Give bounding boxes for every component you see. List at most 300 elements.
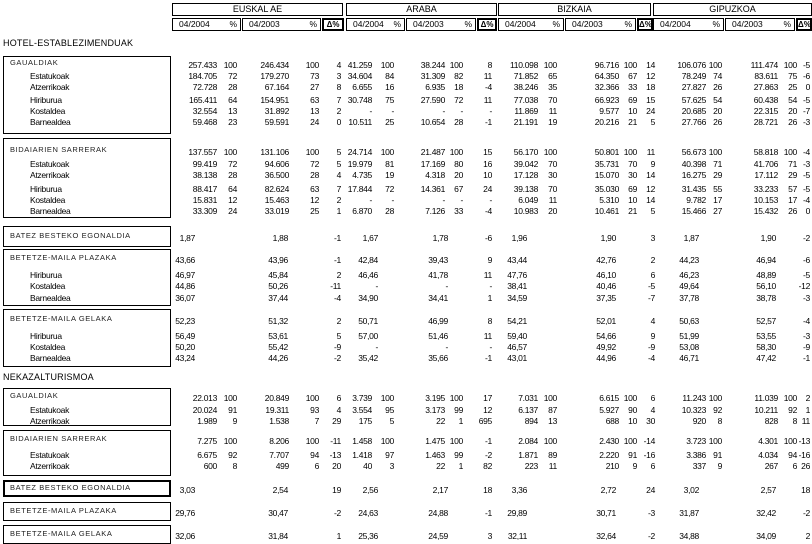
cell-value-2003: - [445, 342, 448, 352]
cell-value-2003: 40,46 [596, 281, 616, 291]
cell-value-2004: 42,84 [358, 255, 378, 265]
cell-value-2003: 1.475 [425, 436, 445, 446]
cell-value-2004: 6.675 [197, 450, 217, 460]
group-heading: BIDAIARIEN SARRERAK [10, 145, 108, 154]
cell-delta-percent: -5 [803, 170, 810, 180]
cell-percent-2003: 17 [788, 195, 797, 205]
cell-percent-2004: 70 [548, 184, 557, 194]
cell-value-2004: 29,76 [175, 508, 195, 518]
cell-percent-2003: 29 [788, 170, 797, 180]
cell-delta-percent: -1 [334, 233, 341, 243]
cell-percent-2004: 17 [713, 195, 722, 205]
region-header-gipuzkoa: GIPUZKOA [653, 3, 812, 16]
percent-label: % [309, 19, 317, 29]
cell-value-2003: 15.070 [594, 170, 619, 180]
cell-delta-percent: -5 [803, 270, 810, 280]
period-label: 04/2004 [179, 19, 210, 29]
cell-value-2004: 1.458 [352, 436, 372, 446]
cell-value-2004: 50,71 [358, 316, 378, 326]
period-header [172, 18, 241, 31]
cell-percent-2004: 72 [228, 159, 237, 169]
cell-delta-percent: -11 [330, 436, 341, 446]
table-row [0, 461, 812, 473]
period-label: 04/2003 [732, 19, 763, 29]
table-group-row [0, 145, 812, 157]
cell-delta-percent: 4 [336, 170, 341, 180]
cell-value-2003: 267 [764, 461, 778, 471]
cell-percent-2004: 74 [713, 71, 722, 81]
cell-value-2003: 51,32 [268, 316, 288, 326]
cell-value-2003: 50.801 [594, 147, 619, 157]
cell-value-2004: 54,21 [507, 316, 527, 326]
cell-value-2004: 43,44 [507, 255, 527, 265]
cell-value-2004: 50,20 [175, 342, 195, 352]
cell-value-2004: 39.042 [513, 159, 538, 169]
cell-delta-percent: 1 [487, 293, 492, 303]
cell-value-2003: 1,90 [600, 233, 616, 243]
cell-value-2004: 184.705 [188, 71, 217, 81]
cell-percent-2003: 93 [310, 405, 319, 415]
cell-delta-percent: 16 [483, 159, 492, 169]
cell-delta-percent: -2 [803, 508, 810, 518]
cell-value-2004: 56,49 [175, 331, 195, 341]
cell-delta-percent: 18 [801, 485, 810, 495]
cell-delta-percent: 82 [483, 461, 492, 471]
cell-value-2003: 17.169 [420, 159, 445, 169]
cell-value-2004: 3.386 [686, 450, 706, 460]
cell-percent-2003: 8 [792, 416, 797, 426]
cell-delta-percent: -14 [643, 436, 655, 446]
cell-value-2003: 53,55 [756, 331, 776, 341]
cell-value-2004: 88.417 [192, 184, 217, 194]
cell-value-2004: 600 [203, 461, 217, 471]
cell-delta-percent: -2 [485, 450, 492, 460]
cell-value-2004: 47,76 [507, 270, 527, 280]
cell-value-2004: 3.739 [352, 393, 372, 403]
cell-percent-2004: 19 [385, 170, 394, 180]
cell-value-2004: 31,87 [679, 508, 699, 518]
cell-value-2004: 46,71 [679, 353, 699, 363]
cell-value-2004: - [369, 106, 372, 116]
cell-value-2004: 57.625 [681, 95, 706, 105]
cell-value-2003: 47,42 [756, 353, 776, 363]
cell-delta-percent: 10 [483, 170, 492, 180]
cell-percent-2003: 100 [305, 436, 319, 446]
cell-value-2004: 37,78 [679, 293, 699, 303]
cell-delta-percent: 2 [805, 393, 810, 403]
cell-percent-2003: 12 [310, 195, 319, 205]
cell-delta-percent: 0 [336, 117, 341, 127]
cell-percent-2003: 100 [783, 436, 797, 446]
cell-delta-percent: 9 [650, 159, 655, 169]
delta-percent-header: Δ% [798, 20, 811, 29]
cell-delta-percent: -4 [334, 293, 341, 303]
cell-value-2004: 17.844 [347, 184, 372, 194]
cell-delta-percent: -13 [798, 436, 810, 446]
cell-delta-percent: 11 [646, 147, 655, 157]
section-title: HOTEL-ESTABLEZIMENDUAK [3, 38, 134, 48]
cell-value-2004: 39.138 [513, 184, 538, 194]
table-row [0, 82, 812, 94]
cell-value-2004: 43,66 [175, 255, 195, 265]
cell-percent-2003: 72 [454, 95, 463, 105]
cell-percent-2003: 100 [623, 436, 637, 446]
cell-value-2004: 1,87 [179, 233, 195, 243]
cell-percent-2003: 100 [783, 147, 797, 157]
cell-delta-percent: 12 [483, 405, 492, 415]
cell-delta-percent: 18 [483, 485, 492, 495]
cell-value-2004: 17.128 [513, 170, 538, 180]
cell-percent-2004: 26 [713, 117, 722, 127]
cell-value-2004: 7.275 [197, 436, 217, 446]
cell-delta-percent: -2 [648, 531, 655, 541]
cell-value-2004: 24,63 [358, 508, 378, 518]
period-header [725, 18, 795, 31]
cell-delta-percent: 3 [336, 71, 341, 81]
cell-percent-2003: 21 [628, 117, 637, 127]
cell-percent-2004: 8 [717, 416, 722, 426]
period-label: 04/2003 [249, 19, 280, 29]
row-label: Kostaldea [30, 195, 66, 205]
cell-value-2004: 22.013 [192, 393, 217, 403]
cell-value-2003: 27.590 [420, 95, 445, 105]
cell-percent-2003: 28 [310, 170, 319, 180]
table-group-row [0, 253, 812, 265]
cell-percent-2004: 54 [713, 95, 722, 105]
cell-delta-percent: -5 [803, 184, 810, 194]
cell-value-2004: 49,64 [679, 281, 699, 291]
cell-percent-2004: 12 [228, 195, 237, 205]
cell-percent-2004: 100 [380, 147, 394, 157]
cell-value-2004: 223 [524, 461, 538, 471]
cell-percent-2003: 82 [454, 71, 463, 81]
cell-value-2003: 35,66 [428, 353, 448, 363]
cell-delta-percent: 6 [650, 461, 655, 471]
cell-delta-percent: -7 [803, 106, 810, 116]
cell-value-2003: 50,26 [268, 281, 288, 291]
cell-percent-2003: 54 [788, 95, 797, 105]
cell-percent-2004: 65 [548, 71, 557, 81]
cell-value-2004: 7.031 [518, 393, 538, 403]
cell-value-2003: 94.606 [264, 159, 289, 169]
region-header-bizkaia: BIZKAIA [498, 3, 651, 16]
cell-value-2003: 49,92 [596, 342, 616, 352]
period-label: 04/2004 [660, 19, 691, 29]
cell-percent-2003: 6 [792, 461, 797, 471]
cell-value-2003: 34,41 [428, 293, 448, 303]
cell-value-2004: - [375, 281, 378, 291]
cell-percent-2003: 99 [454, 405, 463, 415]
group-heading: BIDAIARIEN SARRERAK [10, 434, 108, 443]
cell-value-2003: 38.244 [420, 60, 445, 70]
cell-delta-percent: 29 [332, 416, 341, 426]
row-label: Estatukoak [30, 71, 70, 81]
table-group-row [0, 506, 812, 518]
cell-percent-2004: - [391, 106, 394, 116]
cell-value-2004: 40 [363, 461, 372, 471]
cell-value-2003: 8.206 [269, 436, 289, 446]
row-label: Hiriburua [30, 184, 62, 194]
cell-value-2003: 179.270 [260, 71, 289, 81]
cell-percent-2003: 100 [783, 60, 797, 70]
cell-value-2003: 31.309 [420, 71, 445, 81]
cell-percent-2004: 92 [228, 450, 237, 460]
cell-percent-2003: 100 [623, 60, 637, 70]
cell-value-2003: 32.366 [594, 82, 619, 92]
cell-value-2004: 11.243 [682, 393, 706, 403]
cell-value-2004: 57,00 [358, 331, 378, 341]
cell-value-2004: 44,86 [175, 281, 195, 291]
cell-value-2003: 4.301 [758, 436, 778, 446]
cell-percent-2003: 10 [628, 106, 637, 116]
cell-percent-2003: 21 [628, 206, 637, 216]
cell-value-2003: 33.233 [753, 184, 778, 194]
cell-percent-2003: 9 [632, 461, 637, 471]
cell-value-2003: 499 [275, 461, 289, 471]
cell-delta-percent: -1 [485, 508, 492, 518]
cell-delta-percent: -2 [334, 353, 341, 363]
row-label: Barnealdea [30, 353, 71, 363]
cell-value-2004: 33.309 [192, 206, 217, 216]
cell-delta-percent: 11 [483, 71, 492, 81]
cell-percent-2003: - [460, 195, 463, 205]
cell-value-2003: 6.615 [599, 393, 619, 403]
cell-percent-2003: 100 [623, 147, 637, 157]
cell-delta-percent: -3 [803, 331, 810, 341]
cell-value-2003: 52,57 [756, 316, 776, 326]
row-label: Hiriburua [30, 270, 62, 280]
cell-value-2004: 20.024 [192, 405, 217, 415]
cell-value-2003: 5.927 [599, 405, 619, 415]
cell-value-2003: 37,44 [268, 293, 288, 303]
cell-value-2004: 6.049 [518, 195, 538, 205]
cell-value-2003: 96.716 [594, 60, 619, 70]
cell-percent-2004: 24 [228, 206, 237, 216]
cell-value-2004: 59.468 [192, 117, 217, 127]
cell-percent-2003: 33 [454, 206, 463, 216]
cell-delta-percent: 8 [487, 60, 492, 70]
cell-percent-2004: 20 [713, 106, 722, 116]
cell-value-2003: 1.463 [425, 450, 445, 460]
cell-value-2004: 43,01 [507, 353, 527, 363]
row-label: Atzerrikoak [30, 170, 70, 180]
row-label: Kostaldea [30, 106, 66, 116]
cell-value-2003: 9.577 [599, 106, 619, 116]
group-heading: GAUALDIAK [10, 391, 59, 400]
row-label: Barnealdea [30, 293, 71, 303]
table-group-row [0, 58, 812, 70]
cell-value-2004: 30.748 [347, 95, 372, 105]
cell-percent-2003: 67 [628, 71, 637, 81]
cell-delta-percent: 12 [646, 184, 655, 194]
cell-percent-2003: 13 [310, 106, 319, 116]
cell-percent-2004: 19 [548, 117, 557, 127]
cell-value-2004: 43,24 [175, 353, 195, 363]
cell-percent-2003: 27 [310, 82, 319, 92]
region-header-araba: ARABA [346, 3, 497, 16]
cell-percent-2004: 100 [708, 393, 722, 403]
row-label: Hiriburua [30, 95, 62, 105]
cell-value-2003: 66.923 [594, 95, 619, 105]
cell-value-2003: 67.164 [264, 82, 289, 92]
cell-percent-2004: 25 [385, 117, 394, 127]
cell-percent-2003: 24 [310, 117, 319, 127]
cell-value-2004: 15.466 [681, 206, 706, 216]
cell-value-2003: 60.438 [753, 95, 778, 105]
cell-percent-2004: 100 [380, 60, 394, 70]
cell-delta-percent: -3 [803, 117, 810, 127]
cell-percent-2003: 92 [788, 405, 797, 415]
cell-percent-2003: - [460, 106, 463, 116]
cell-delta-percent: 0 [805, 206, 810, 216]
cell-value-2003: 24,59 [428, 531, 448, 541]
cell-percent-2004: 100 [380, 393, 394, 403]
period-label: 04/2004 [505, 19, 536, 29]
cell-delta-percent: 2 [805, 531, 810, 541]
period-header [565, 18, 636, 31]
cell-percent-2004: 100 [708, 147, 722, 157]
cell-delta-percent: 11 [801, 416, 810, 426]
cell-delta-percent: - [489, 195, 492, 205]
cell-value-2003: 32,64 [596, 531, 616, 541]
cell-value-2004: 19.979 [347, 159, 372, 169]
cell-value-2003: 56,10 [756, 281, 776, 291]
cell-delta-percent: 695 [478, 416, 492, 426]
cell-percent-2003: 20 [788, 106, 797, 116]
cell-delta-percent: - [489, 281, 492, 291]
cell-percent-2004: 26 [713, 82, 722, 92]
cell-value-2004: 31.435 [681, 184, 706, 194]
table-group-row [0, 314, 812, 326]
cell-percent-2004: 13 [548, 416, 557, 426]
cell-value-2003: - [442, 106, 445, 116]
cell-value-2004: 29,89 [507, 508, 527, 518]
cell-value-2003: 11.039 [754, 393, 778, 403]
cell-value-2004: 3.723 [686, 436, 706, 446]
cell-percent-2003: 63 [310, 95, 319, 105]
cell-percent-2004: 84 [385, 71, 394, 81]
group-heading: BATEZ BESTEKO EGONALDIA [10, 483, 131, 492]
table-group-row [0, 391, 812, 403]
cell-value-2003: 1,78 [432, 233, 448, 243]
cell-percent-2003: 10 [628, 195, 637, 205]
cell-delta-percent: 14 [646, 170, 655, 180]
cell-value-2003: 246.434 [260, 60, 289, 70]
cell-value-2004: 24.714 [347, 147, 372, 157]
cell-percent-2003: 73 [310, 71, 319, 81]
cell-delta-percent: 19 [332, 485, 341, 495]
row-label: Hiriburua [30, 331, 62, 341]
cell-percent-2003: 26 [788, 206, 797, 216]
cell-value-2003: 55,42 [268, 342, 288, 352]
cell-delta-percent: -11 [330, 281, 341, 291]
cell-value-2004: 44,23 [679, 255, 699, 265]
cell-value-2003: 41,78 [428, 270, 448, 280]
cell-delta-percent: 1 [805, 405, 810, 415]
cell-value-2003: 688 [605, 416, 619, 426]
cell-value-2003: 52,01 [596, 316, 616, 326]
cell-value-2003: 154.951 [260, 95, 289, 105]
cell-percent-2003: 25 [788, 82, 797, 92]
cell-value-2003: 31,84 [268, 531, 288, 541]
group-heading: BETETZE-MAILA GELAKA [10, 314, 113, 323]
cell-delta-percent: -4 [803, 316, 810, 326]
cell-value-2003: 45,84 [268, 270, 288, 280]
cell-percent-2004: 100 [223, 147, 237, 157]
group-heading: GAUALDIAK [10, 58, 59, 67]
cell-value-2003: 33.019 [264, 206, 289, 216]
cell-percent-2003: 6 [314, 461, 319, 471]
cell-delta-percent: -12 [798, 281, 810, 291]
cell-value-2004: 1,67 [362, 233, 378, 243]
cell-value-2004: 3,36 [511, 485, 527, 495]
cell-value-2004: - [375, 342, 378, 352]
cell-value-2003: 30,71 [596, 508, 616, 518]
cell-delta-percent: 11 [483, 331, 492, 341]
cell-percent-2004: 92 [713, 405, 722, 415]
cell-delta-percent: 6 [650, 393, 655, 403]
cell-delta-percent: 5 [650, 206, 655, 216]
row-label: Atzerrikoak [30, 82, 70, 92]
cell-percent-2003: 91 [628, 450, 637, 460]
row-label: Kostaldea [30, 281, 66, 291]
cell-value-2004: 337 [692, 461, 706, 471]
cell-value-2003: 44,26 [268, 353, 288, 363]
cell-delta-percent: -6 [803, 255, 810, 265]
cell-delta-percent: 20 [332, 461, 341, 471]
cell-value-2004: 32.554 [192, 106, 217, 116]
cell-delta-percent: 8 [487, 316, 492, 326]
table-row [0, 353, 812, 365]
period-label: 04/2004 [353, 19, 384, 29]
table-row [0, 206, 812, 218]
cell-value-2004: 1,87 [683, 233, 699, 243]
cell-percent-2003: 100 [305, 60, 319, 70]
cell-value-2003: 42,76 [596, 255, 616, 265]
row-label: Estatukoak [30, 405, 70, 415]
percent-label: % [552, 19, 560, 29]
cell-delta-percent: 15 [646, 95, 655, 105]
cell-value-2003: 31.892 [264, 106, 289, 116]
cell-percent-2004: 72 [228, 71, 237, 81]
cell-delta-percent: 5 [336, 159, 341, 169]
cell-value-2004: 137.557 [188, 147, 217, 157]
cell-value-2003: 36.500 [264, 170, 289, 180]
cell-percent-2004: 11 [548, 195, 557, 205]
cell-percent-2004: - [391, 195, 394, 205]
cell-percent-2004: 71 [713, 159, 722, 169]
cell-value-2004: 38.246 [513, 82, 538, 92]
cell-percent-2004: 100 [543, 393, 557, 403]
table-group-row [0, 434, 812, 446]
cell-value-2003: 41.706 [753, 159, 778, 169]
cell-value-2004: 1.871 [518, 450, 538, 460]
cell-delta-percent: -2 [334, 508, 341, 518]
period-header [406, 18, 476, 31]
cell-value-2003: 38,78 [756, 293, 776, 303]
cell-value-2003: 3.173 [425, 405, 445, 415]
cell-delta-percent: -4 [803, 195, 810, 205]
table-group-row [0, 483, 812, 495]
cell-value-2003: 15.463 [264, 195, 289, 205]
cell-value-2004: 46,23 [679, 270, 699, 280]
cell-value-2004: 20.685 [681, 106, 706, 116]
cell-delta-percent: -1 [485, 436, 492, 446]
cell-percent-2003: 63 [310, 184, 319, 194]
cell-delta-percent: 5 [336, 331, 341, 341]
cell-value-2004: 25,36 [358, 531, 378, 541]
cell-percent-2004: 100 [223, 60, 237, 70]
